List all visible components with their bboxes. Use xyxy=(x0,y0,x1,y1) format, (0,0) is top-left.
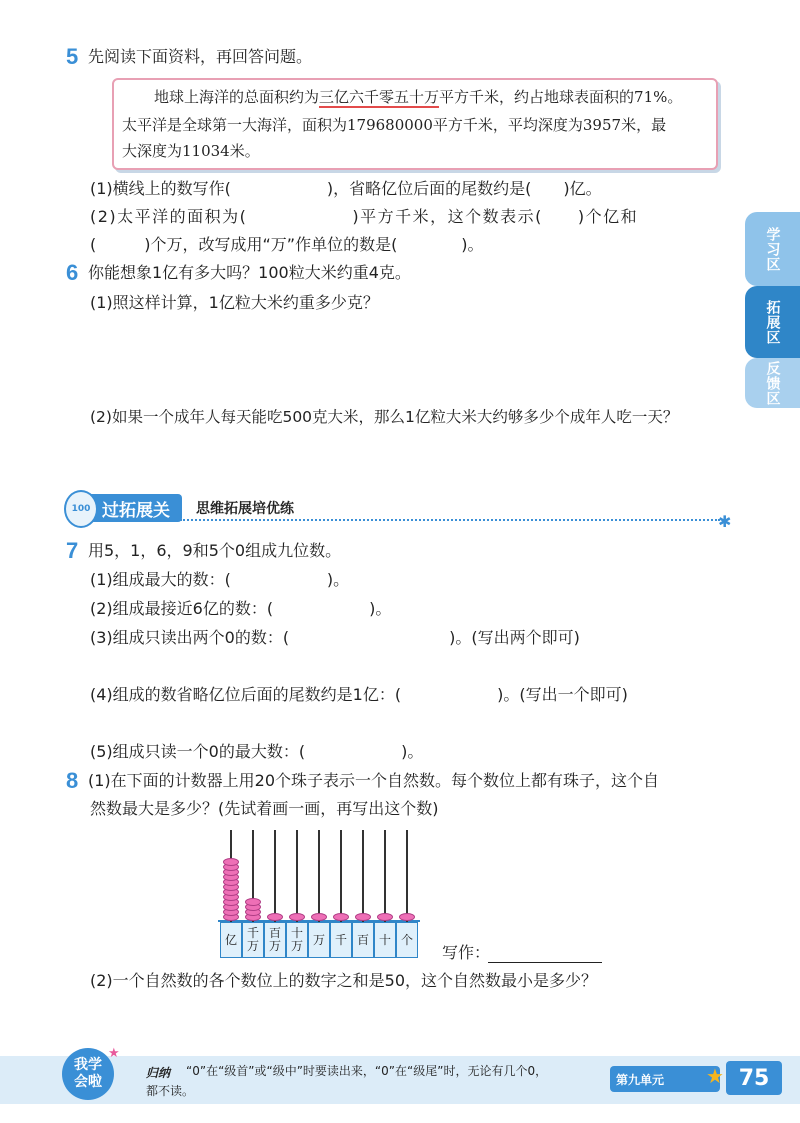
question-number: 8 xyxy=(66,768,79,793)
underlined-number: 三亿六千零五十万 xyxy=(319,88,440,106)
question-part: (2)组成最接近6亿的数：( )。 xyxy=(90,599,392,618)
tab-extend[interactable] xyxy=(745,286,800,358)
unit-label xyxy=(610,1066,720,1092)
place-value-label: 十 万 xyxy=(286,922,308,958)
question-part: ( )个万，改写成用“万”作单位的数是( )。 xyxy=(90,235,484,254)
abacus-rod[interactable] xyxy=(362,830,364,922)
question-part: (5)组成只读一个0的最大数：( )。 xyxy=(90,742,424,761)
question-part: 然数最大是多少？(先试着画一画，再写出这个数) xyxy=(90,799,439,818)
abacus-bead xyxy=(355,913,371,921)
reading-text: 地球上海洋的总面积约为 xyxy=(154,88,320,106)
tab-label: 反馈区 xyxy=(764,360,781,406)
place-value-label: 百 万 xyxy=(264,922,286,958)
abacus-bead xyxy=(289,913,305,921)
footer-text: “0”在“级首”或“级中”时要读出来，“0”在“级尾”时，无论有几个0， xyxy=(186,1064,548,1078)
abacus-rod[interactable] xyxy=(406,830,408,922)
question-title: 先阅读下面资料，再回答问题。 xyxy=(88,47,313,66)
question-number: 5 xyxy=(66,44,79,69)
footer-text: 都不读。 xyxy=(146,1084,195,1098)
question-part: (1)组成最大的数：( )。 xyxy=(90,570,350,589)
answer-line[interactable] xyxy=(488,962,602,963)
place-value-label: 亿 xyxy=(220,922,242,958)
unit-label-text: 第九单元 xyxy=(616,1072,665,1087)
abacus-bead xyxy=(223,858,239,866)
question-title: 用5，1，6，9和5个0组成九位数。 xyxy=(88,541,342,560)
abacus-rod[interactable] xyxy=(340,830,342,922)
reading-box xyxy=(112,78,718,170)
place-value-label: 百 xyxy=(352,922,374,958)
abacus-bead xyxy=(245,898,261,906)
star-icon: ✱ xyxy=(718,512,732,531)
mascot-icon: ★ xyxy=(706,1064,724,1088)
place-value-label: 千 万 xyxy=(242,922,264,958)
footer-badge-text: 我学 xyxy=(74,1057,102,1073)
abacus-bead xyxy=(311,913,327,921)
place-value-label: 千 xyxy=(330,922,352,958)
abacus-bead xyxy=(399,913,415,921)
footer-badge-text: 会啦 xyxy=(74,1074,102,1090)
tab-study[interactable] xyxy=(745,212,800,286)
question-part: (2)太平洋的面积为( )平方千米，这个数表示( )个亿和 xyxy=(90,207,639,226)
star-icon: ★ xyxy=(108,1046,120,1061)
reading-line-2: 太平洋是全球第一大海洋，面积为179680000平方千米，平均深度为3957米，最 xyxy=(122,116,667,134)
tab-feedback[interactable] xyxy=(745,358,800,408)
abacus-bead xyxy=(267,913,283,921)
tab-label: 拓展区 xyxy=(764,299,781,345)
footer-label: 归纳 xyxy=(146,1066,171,1080)
abacus-rod[interactable] xyxy=(318,830,320,922)
question-number: 7 xyxy=(66,538,79,563)
abacus-bead xyxy=(333,913,349,921)
question-number: 6 xyxy=(66,260,79,285)
write-label: 写作： xyxy=(442,943,491,962)
abacus-rod[interactable] xyxy=(384,830,386,922)
page-number: 75 xyxy=(726,1061,782,1095)
place-value-label: 万 xyxy=(308,922,330,958)
abacus-bead xyxy=(377,913,393,921)
abacus-rod[interactable] xyxy=(274,830,276,922)
footer-badge xyxy=(62,1048,114,1100)
question-part: (3)组成只读出两个0的数：( )。(写出两个即可) xyxy=(90,628,580,647)
question-title: 你能想象1亿有多大吗？100粒大米约重4克。 xyxy=(88,263,411,282)
question-part: (2)一个自然数的各个数位上的数字之和是50，这个自然数最小是多少？ xyxy=(90,971,598,990)
section-badge-text: 过拓展关 xyxy=(102,500,170,521)
place-value-label: 十 xyxy=(374,922,396,958)
reading-text: 平方千米，约占地球表面积的71%。 xyxy=(439,88,683,106)
hundred-badge-icon xyxy=(64,490,98,528)
question-part: (1)横线上的数写作( )，省略亿位后面的尾数约是( )亿。 xyxy=(90,179,602,198)
question-part: (1)在下面的计数器上用20个珠子表示一个自然数。每个数位上都有珠子，这个自 xyxy=(88,771,660,790)
reading-line-3: 大深度为11034米。 xyxy=(122,142,260,160)
question-part: (2)如果一个成年人每天能吃500克大米，那么1亿粒大米大约够多少个成年人吃一天？ xyxy=(90,408,679,426)
abacus-rod[interactable] xyxy=(296,830,298,922)
question-part: (1)照这样计算，1亿粒大米约重多少克？ xyxy=(90,293,379,312)
tab-label: 学习区 xyxy=(764,226,781,272)
reading-line-1 xyxy=(154,86,682,107)
section-subtitle: 思维拓展培优练 xyxy=(196,501,294,517)
place-value-label: 个 xyxy=(396,922,418,958)
badge-number: 100 xyxy=(71,504,91,514)
question-part: (4)组成的数省略亿位后面的尾数约是1亿：( )。(写出一个即可) xyxy=(90,685,628,704)
section-divider xyxy=(180,519,720,521)
